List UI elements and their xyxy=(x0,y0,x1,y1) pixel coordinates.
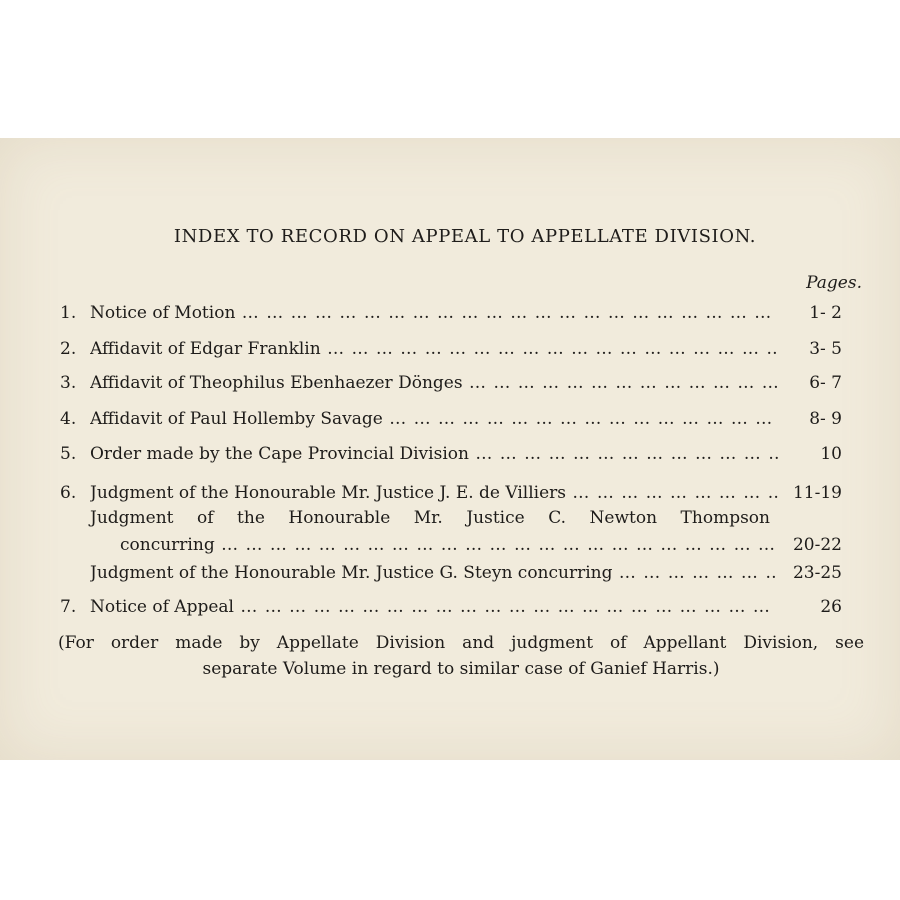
entry-number: 3. xyxy=(60,373,77,393)
footnote-line-2: separate Volume in regard to similar case of Ganief Harris.) xyxy=(202,659,720,679)
index-document xyxy=(0,138,900,760)
index-entry xyxy=(60,480,842,506)
entry-pages: 6- 7 xyxy=(809,373,842,393)
index-entry xyxy=(60,406,842,432)
entry-pages: 26 xyxy=(820,597,842,617)
entry-title: Judgment of the Honourable Mr. Justice G. Steyn concurring … … … … … … … … … … … … … … … … … … … … … … … … … … … … … … … … … … … xyxy=(90,560,778,586)
entry-number: 2. xyxy=(60,339,77,359)
entry-title: Notice of Motion … … … … … … … … … … … … … … … … … … … … … … … … … … … … … … … … … … … xyxy=(90,300,778,326)
entry-title: Order made by the Cape Provincial Division … … … … … … … … … … … … … … … … … … … … … … … … … … … … … … … … … … … xyxy=(90,441,778,467)
entry-pages: 8- 9 xyxy=(809,409,842,429)
entry-pages: 23-25 xyxy=(792,563,842,583)
entry-number: 6. xyxy=(60,483,77,503)
entry-number: 1. xyxy=(60,303,77,323)
entry-number: 5. xyxy=(60,444,77,464)
index-entry xyxy=(60,336,842,362)
entry-pages: 10 xyxy=(820,444,842,464)
index-subentry xyxy=(60,560,842,586)
entry-number: 7. xyxy=(60,597,77,617)
entry-pages: 11-19 xyxy=(792,483,842,503)
entry-number: 4. xyxy=(60,409,77,429)
entry-pages: 1- 2 xyxy=(809,303,842,323)
entry-title: Affidavit of Paul Hollemby Savage … … … … … … … … … … … … … … … … … … … … … … … … … … … … … … … … … … … xyxy=(90,406,778,432)
entry-title: Notice of Appeal … … … … … … … … … … … … … … … … … … … … … … … … … … … … … … … … … … … xyxy=(90,594,778,620)
index-entry xyxy=(60,594,842,620)
pages-column-heading: Pages. xyxy=(806,273,862,293)
entry-title: Judgment of the Honourable Mr. Justice J. E. de Villiers … … … … … … … … … … … … … … … … … … … … … … … … … … … … … … … … … … … xyxy=(90,480,778,506)
footnote-line-1: (For order made by Appellate Division and judgment of Appellant Division, see xyxy=(58,633,864,653)
index-subentry-title: Judgment of the Honourable Mr. Justice C. Newton Thompson xyxy=(90,508,770,528)
index-entry xyxy=(60,441,842,467)
entry-pages: 20-22 xyxy=(792,535,842,555)
index-subentry xyxy=(60,532,842,558)
entry-title: Affidavit of Edgar Franklin … … … … … … … … … … … … … … … … … … … … … … … … … … … … … … … … … … … xyxy=(90,336,778,362)
index-entry xyxy=(60,370,842,396)
document-title: INDEX TO RECORD ON APPEAL TO APPELLATE DIVISION. xyxy=(173,226,757,247)
index-entry xyxy=(60,300,842,326)
footnote xyxy=(58,630,864,682)
entry-title: Affidavit of Theophilus Ebenhaezer Dönges … … … … … … … … … … … … … … … … … … … … … … … … … … … … … … … … … … … xyxy=(90,370,778,396)
entry-pages: 3- 5 xyxy=(809,339,842,359)
document-page xyxy=(0,138,900,760)
entry-title: concurring … … … … … … … … … … … … … … … … … … … … … … … … … … … … … … … … … … … xyxy=(120,532,778,558)
